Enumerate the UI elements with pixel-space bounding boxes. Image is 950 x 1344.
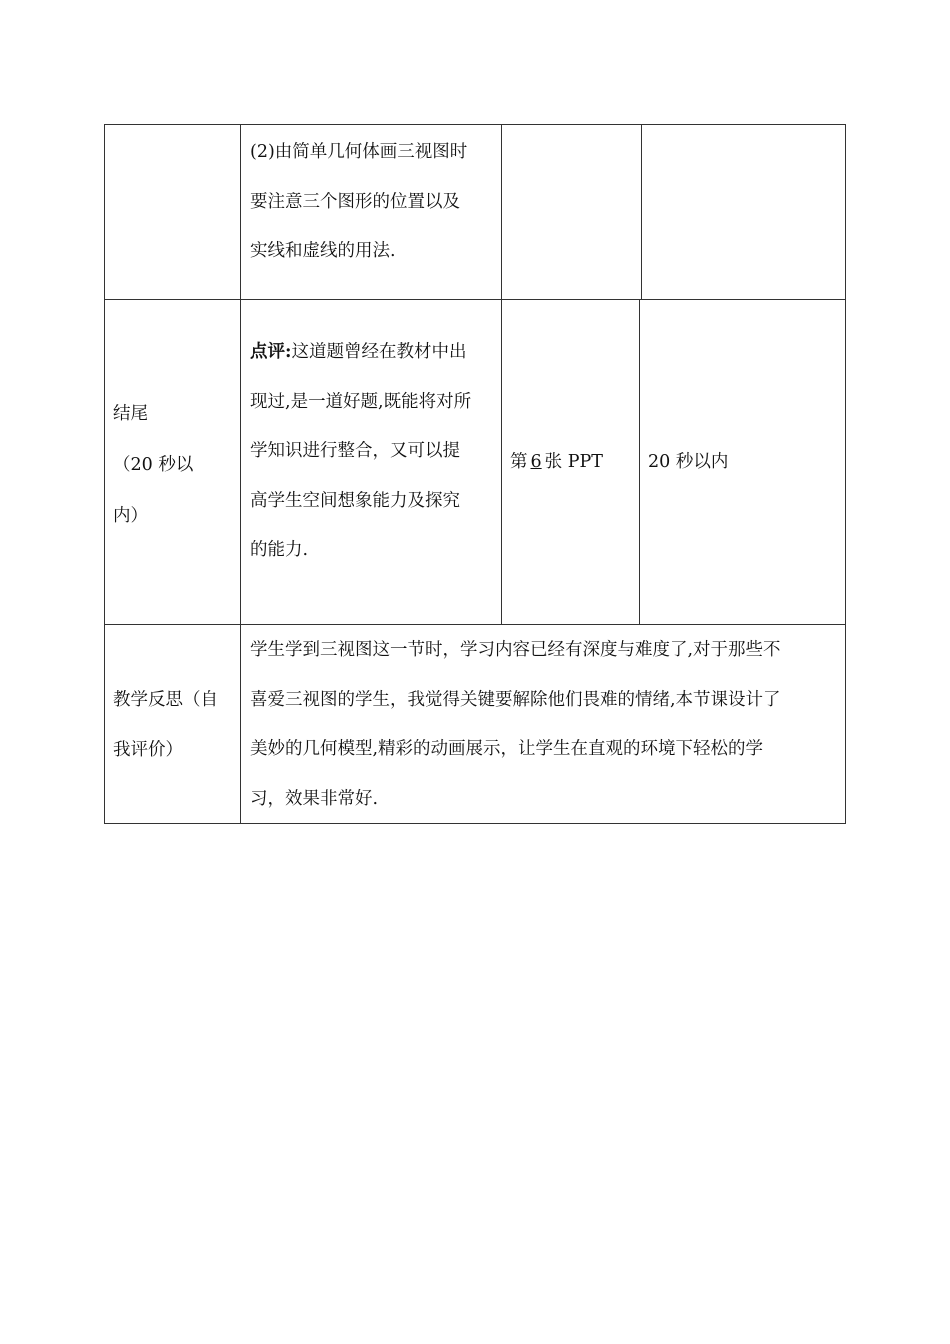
stage-label xyxy=(113,389,193,542)
stage-line-3: 内） xyxy=(113,506,148,526)
reflection-label-line-1: 教学反思（自 xyxy=(113,690,218,710)
comment-text xyxy=(250,328,471,576)
col-divider-2-row1 xyxy=(501,124,502,300)
table-border-left xyxy=(104,124,105,824)
reflection-label xyxy=(113,676,218,775)
table-border-top xyxy=(104,124,846,125)
reflection-line-2: 喜爱三视图的学生，我觉得关键要解除他们畏难的情绪,本节课设计了 xyxy=(250,689,781,710)
row1-method-text xyxy=(250,128,467,277)
col-divider-3-row2 xyxy=(639,299,640,625)
col-divider-3-row1 xyxy=(641,124,642,300)
row1-line-2: 要注意三个图形的位置以及 xyxy=(250,191,460,212)
time-limit xyxy=(648,438,728,488)
row-divider-1 xyxy=(104,299,846,300)
ppt-number: 6 xyxy=(530,452,542,472)
row1-line-1: (2)由简单几何体画三视图时 xyxy=(250,142,468,162)
ppt-suffix: 张 PPT xyxy=(544,452,603,472)
comment-line-5: 的能力. xyxy=(250,540,309,560)
comment-label: 点评: xyxy=(250,342,292,362)
comment-line-4: 高学生空间想象能力及探究 xyxy=(250,490,460,511)
ppt-reference xyxy=(510,438,603,488)
row-divider-2 xyxy=(104,624,846,625)
ppt-prefix: 第 xyxy=(510,452,528,472)
reflection-text xyxy=(250,626,781,824)
reflection-label-line-2: 我评价） xyxy=(113,739,183,760)
time-limit-text: 20 秒以内 xyxy=(648,452,729,472)
reflection-line-1: 学生学到三视图这一节时，学习内容已经有深度与难度了,对于那些不 xyxy=(250,640,781,660)
comment-line-2: 现过,是一道好题,既能将对所 xyxy=(250,391,472,412)
col-divider-1 xyxy=(240,124,241,824)
stage-line-2: （20 秒以 xyxy=(113,455,194,475)
stage-line-1: 结尾 xyxy=(113,404,148,424)
comment-line-1-text: 这道题曾经在教材中出 xyxy=(291,342,467,362)
comment-line-1 xyxy=(250,328,471,378)
reflection-line-3: 美妙的几何模型,精彩的动画展示，让学生在直观的环境下轻松的学 xyxy=(250,739,764,759)
row1-line-3: 实线和虚线的用法. xyxy=(250,241,396,261)
reflection-line-4: 习，效果非常好. xyxy=(250,788,379,809)
col-divider-2-row2 xyxy=(501,299,502,625)
comment-line-3: 学知识进行整合，又可以提 xyxy=(250,441,460,461)
table-border-right xyxy=(845,124,846,824)
